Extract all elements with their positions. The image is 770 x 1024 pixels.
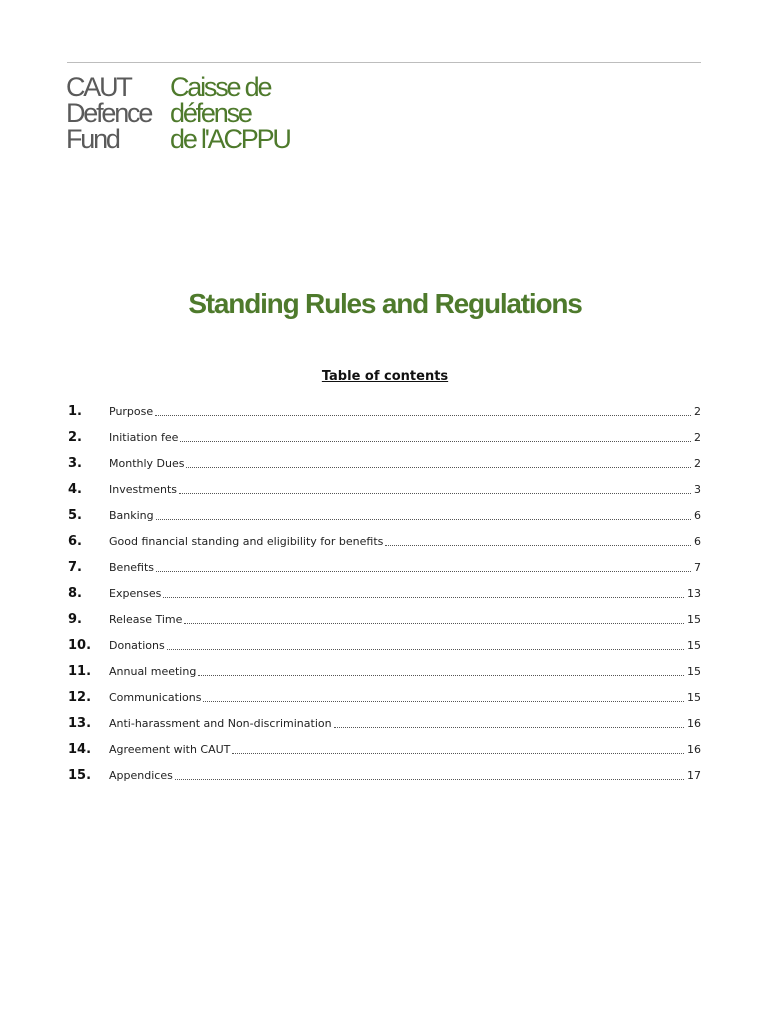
toc-page-number: 2 xyxy=(694,404,701,418)
toc-page-number: 16 xyxy=(687,716,701,730)
toc-leader-dots xyxy=(156,571,691,572)
toc-leader-dots xyxy=(385,545,691,546)
toc-label: Appendices xyxy=(109,768,173,782)
toc-number: 6. xyxy=(68,533,82,549)
toc-label: Purpose xyxy=(109,404,154,418)
toc-leader-dots xyxy=(203,701,684,702)
toc-page-number: 16 xyxy=(687,742,701,756)
toc-entry-good-financial-standing[interactable] xyxy=(68,528,701,554)
document-title: Standing Rules and Regulations xyxy=(188,288,582,319)
toc-page-number: 17 xyxy=(687,768,701,782)
caut-defence-fund-logo xyxy=(66,72,290,158)
toc-page-number: 6 xyxy=(694,508,701,522)
toc-page-number: 2 xyxy=(694,456,701,470)
toc-label: Communications xyxy=(109,690,202,704)
toc-entry-anti-harassment[interactable] xyxy=(68,710,701,736)
logo-line: défense xyxy=(170,98,251,128)
logo-line: CAUT xyxy=(66,72,131,102)
toc-label: Agreement with CAUT xyxy=(109,742,231,756)
logo-line: Defence xyxy=(66,98,152,128)
toc-page-number: 15 xyxy=(687,612,701,626)
toc-leader-dots xyxy=(155,415,691,416)
toc-leader-dots xyxy=(156,519,691,520)
toc-number: 11. xyxy=(68,663,92,679)
toc-entry-agreement-with-caut[interactable] xyxy=(68,736,701,762)
toc-leader-dots xyxy=(184,623,684,624)
toc-number: 10. xyxy=(68,637,92,653)
logo-english-text xyxy=(66,74,151,152)
logo-french-text xyxy=(170,74,290,152)
toc-entry-release-time[interactable] xyxy=(68,606,701,632)
header-rule xyxy=(67,62,701,63)
toc-label: Investments xyxy=(109,482,178,496)
toc-entry-banking[interactable] xyxy=(68,502,701,528)
toc-label: Monthly Dues xyxy=(109,456,185,470)
toc-entry-monthly-dues[interactable] xyxy=(68,450,701,476)
toc-label: Banking xyxy=(109,508,154,522)
toc-number: 14. xyxy=(68,741,92,757)
toc-number: 4. xyxy=(68,481,82,497)
toc-label: Donations xyxy=(109,638,165,652)
toc-leader-dots xyxy=(180,441,691,442)
toc-page-number: 7 xyxy=(694,560,701,574)
toc-label: Anti-harassment and Non-discrimination xyxy=(109,716,332,730)
toc-number: 3. xyxy=(68,455,82,471)
logo-line: Caisse de xyxy=(170,72,271,102)
toc-number: 15. xyxy=(68,767,92,783)
toc-number: 2. xyxy=(68,429,82,445)
toc-label: Initiation fee xyxy=(109,430,179,444)
toc-heading: Table of contents xyxy=(321,369,449,384)
toc-number: 1. xyxy=(68,403,82,419)
toc-number: 7. xyxy=(68,559,82,575)
toc-leader-dots xyxy=(175,779,684,780)
toc-page-number: 3 xyxy=(694,482,701,496)
toc-entry-appendices[interactable] xyxy=(68,762,701,788)
toc-leader-dots xyxy=(186,467,691,468)
toc-number: 8. xyxy=(68,585,82,601)
toc-label: Release Time xyxy=(109,612,183,626)
toc-number: 9. xyxy=(68,611,82,627)
toc-label: Annual meeting xyxy=(109,664,197,678)
toc-number: 5. xyxy=(68,507,82,523)
toc-page-number: 6 xyxy=(694,534,701,548)
toc-entry-initiation-fee[interactable] xyxy=(68,424,701,450)
toc-number: 13. xyxy=(68,715,92,731)
toc-page-number: 13 xyxy=(687,586,701,600)
toc-leader-dots xyxy=(179,493,691,494)
toc-entry-annual-meeting[interactable] xyxy=(68,658,701,684)
toc-leader-dots xyxy=(232,753,684,754)
toc-label: Expenses xyxy=(109,586,162,600)
toc-entry-benefits[interactable] xyxy=(68,554,701,580)
logo-line: de l'ACPPU xyxy=(170,124,290,154)
toc-leader-dots xyxy=(334,727,684,728)
toc-page-number: 15 xyxy=(687,664,701,678)
toc-leader-dots xyxy=(163,597,684,598)
toc-label: Good financial standing and eligibility for benefits xyxy=(109,534,384,548)
toc-page-number: 2 xyxy=(694,430,701,444)
toc-entry-donations[interactable] xyxy=(68,632,701,658)
table-of-contents xyxy=(68,398,701,788)
toc-page-number: 15 xyxy=(687,690,701,704)
toc-entry-communications[interactable] xyxy=(68,684,701,710)
toc-entry-expenses[interactable] xyxy=(68,580,701,606)
toc-page-number: 15 xyxy=(687,638,701,652)
toc-leader-dots xyxy=(198,675,684,676)
toc-number: 12. xyxy=(68,689,92,705)
toc-entry-purpose[interactable] xyxy=(68,398,701,424)
logo-line: Fund xyxy=(66,124,119,154)
toc-leader-dots xyxy=(167,649,684,650)
toc-label: Benefits xyxy=(109,560,155,574)
toc-entry-investments[interactable] xyxy=(68,476,701,502)
